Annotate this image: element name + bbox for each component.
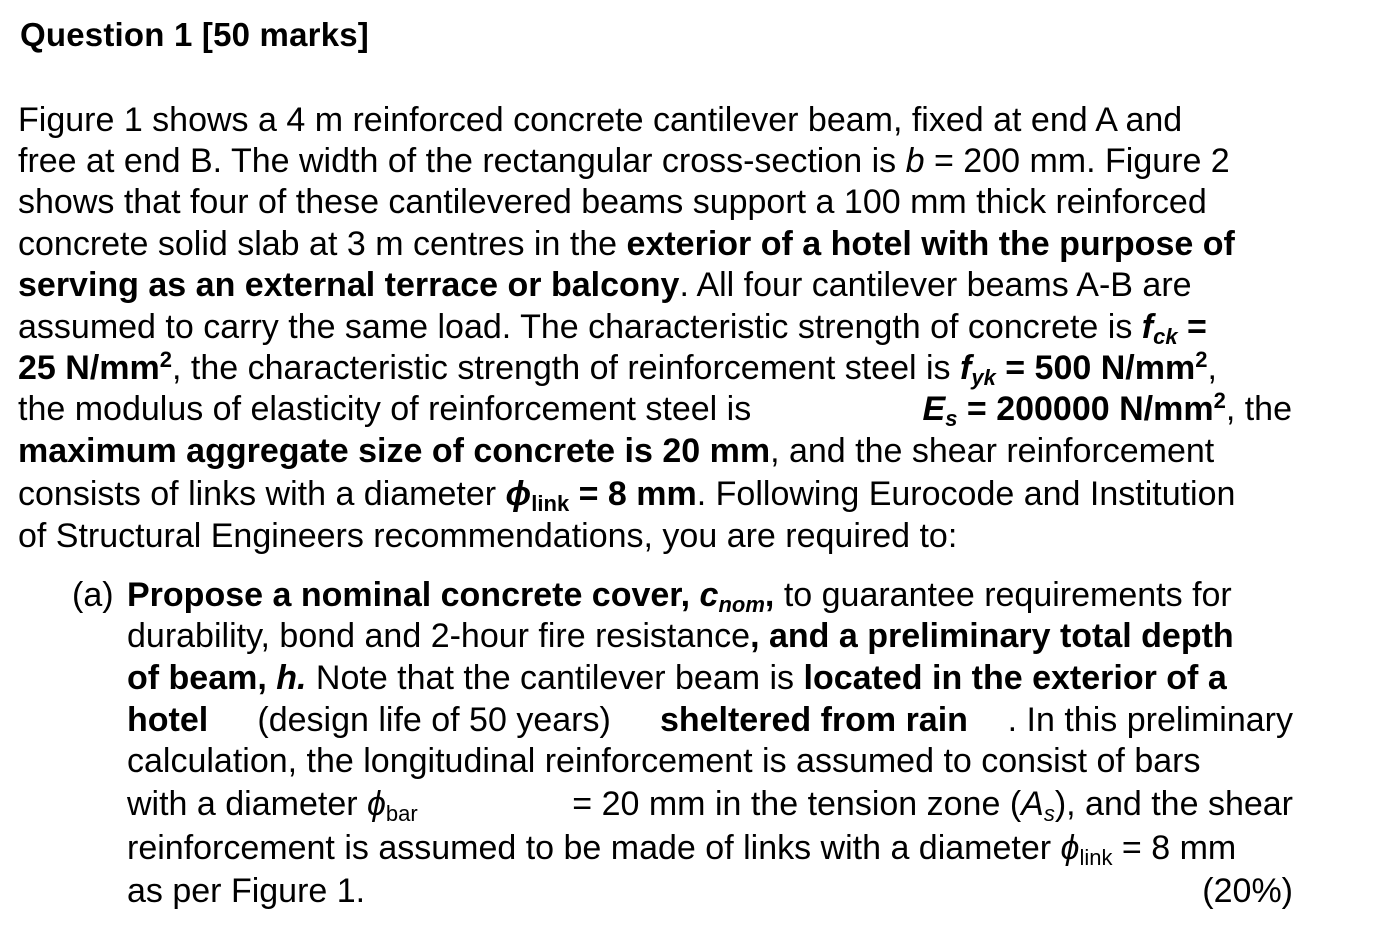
as-symbol: A	[1021, 785, 1044, 823]
paragraph-line-3	[18, 182, 1292, 223]
paragraph-line-4	[18, 224, 1292, 265]
text-run: (design life of 50 years)	[247, 701, 621, 739]
paragraph-line-2	[18, 141, 1292, 182]
text-run: . All four cantilever beams A-B are	[679, 266, 1192, 304]
bold-run: , and a preliminary total depth	[750, 617, 1234, 655]
bold-run: exterior of a hotel with the purpose of	[626, 225, 1235, 263]
phi-symbol: ϕ	[505, 475, 532, 513]
bold-run: maximum aggregate size of concrete is 20 mm	[18, 432, 771, 470]
text-run: , the	[1225, 390, 1292, 428]
part-a-line-3	[127, 658, 1293, 699]
bold-run: of beam,	[127, 659, 277, 697]
text-run: ,	[1207, 349, 1217, 387]
text-run: = 20 mm in the tension zone (	[562, 785, 1022, 823]
text-run: . Following Eurocode and Institution	[696, 475, 1236, 513]
bold-run: Propose a nominal concrete cover,	[127, 576, 700, 614]
question-heading: Question 1 [50 marks]	[20, 16, 369, 53]
text-run: consists of links with a diameter	[18, 475, 506, 513]
text-run: = 8 mm	[1112, 829, 1237, 867]
bold-run: = 200000 N/mm	[957, 390, 1214, 428]
paragraph-line-5	[18, 265, 1292, 306]
bold-run: located in the exterior of a	[803, 659, 1227, 697]
fck-symbol: f	[1141, 308, 1154, 346]
text-run: , the characteristic strength of reinforcement steel is	[171, 349, 960, 387]
text-run: calculation, the longitudinal reinforcement is assumed to consist of bars	[127, 742, 1201, 780]
text-run: assumed to carry the same load. The characteristic strength of concrete is	[18, 308, 1142, 346]
text-run: Figure 1 shows a 4 m reinforced concrete cantilever beam, fixed at end A and	[18, 101, 1183, 139]
fyk-symbol: f	[960, 349, 972, 387]
text-run: ), and the shear	[1054, 785, 1293, 823]
bold-run: serving as an external terrace or balcony	[18, 266, 680, 304]
paragraph-line-11	[18, 516, 1292, 557]
fck-subscript: ck	[1153, 324, 1178, 349]
text-run: = 200 mm. Figure 2	[924, 142, 1230, 180]
paragraph-line-10	[18, 474, 1292, 515]
bold-run: 25 N/mm	[18, 349, 160, 387]
text-run: reinforcement is assumed to be made of links with a diameter	[127, 829, 1061, 867]
paragraph-line-1	[18, 100, 1292, 141]
phi-symbol: ϕ	[367, 785, 386, 823]
part-a-line-2	[127, 616, 1293, 657]
text-run: concrete solid slab at 3 m centres in the	[18, 225, 627, 263]
superscript: 2	[1195, 347, 1208, 372]
es-subscript: s	[945, 406, 958, 431]
text-run: , and the shear reinforcement	[770, 432, 1215, 470]
phi-symbol: ϕ	[1060, 829, 1080, 867]
text-run: the modulus of elasticity of reinforcement steel is	[18, 390, 761, 428]
bold-run: =	[1177, 308, 1207, 346]
bold-run: ,	[764, 576, 775, 614]
bold-run: = 8 mm	[569, 475, 697, 513]
link-subscript: link	[1079, 845, 1113, 870]
part-a-line-7	[127, 828, 1293, 869]
text-run: of Structural Engineers recommendations, you are required to:	[18, 517, 958, 555]
part-a-line-1	[127, 575, 1293, 616]
cnom-symbol: c	[699, 576, 719, 614]
part-a-line-8	[127, 871, 1293, 912]
text-run: with a diameter	[127, 785, 367, 823]
paragraph-line-9	[18, 431, 1292, 472]
superscript: 2	[1213, 388, 1226, 413]
width-symbol: b	[905, 142, 925, 180]
link-subscript: link	[531, 491, 570, 516]
as-subscript: s	[1043, 801, 1055, 826]
text-run: . In this preliminary	[1007, 701, 1293, 739]
part-a-line-4	[127, 700, 1293, 741]
depth-symbol: h.	[276, 659, 307, 697]
paragraph-line-8	[18, 389, 1292, 430]
part-a-line-6	[127, 784, 1293, 825]
part-a-line-5	[127, 741, 1293, 782]
text-run: Note that the cantilever beam is	[306, 659, 804, 697]
bold-run: = 500 N/mm	[995, 349, 1196, 387]
text-run: to guarantee requirements for	[774, 576, 1232, 614]
paragraph-line-6	[18, 307, 1292, 348]
text-run: free at end B. The width of the rectangular cross-section is	[18, 142, 906, 180]
bold-run: sheltered from rain	[659, 701, 968, 739]
bar-subscript: bar	[385, 801, 418, 826]
text-run: shows that four of these cantilevered beams support a 100 mm thick reinforced	[18, 183, 1207, 221]
text-run: as per Figure 1.	[127, 872, 366, 910]
cnom-subscript: nom	[718, 592, 765, 617]
part-a-label: (a)	[72, 576, 114, 614]
es-symbol: E	[922, 390, 946, 428]
paragraph-line-7	[18, 348, 1292, 389]
fyk-subscript: yk	[971, 365, 996, 390]
marks-weight: (20%)	[1202, 872, 1293, 910]
bold-run: hotel	[127, 701, 209, 739]
superscript: 2	[159, 347, 172, 372]
text-run: durability, bond and 2-hour fire resistance	[127, 617, 751, 655]
